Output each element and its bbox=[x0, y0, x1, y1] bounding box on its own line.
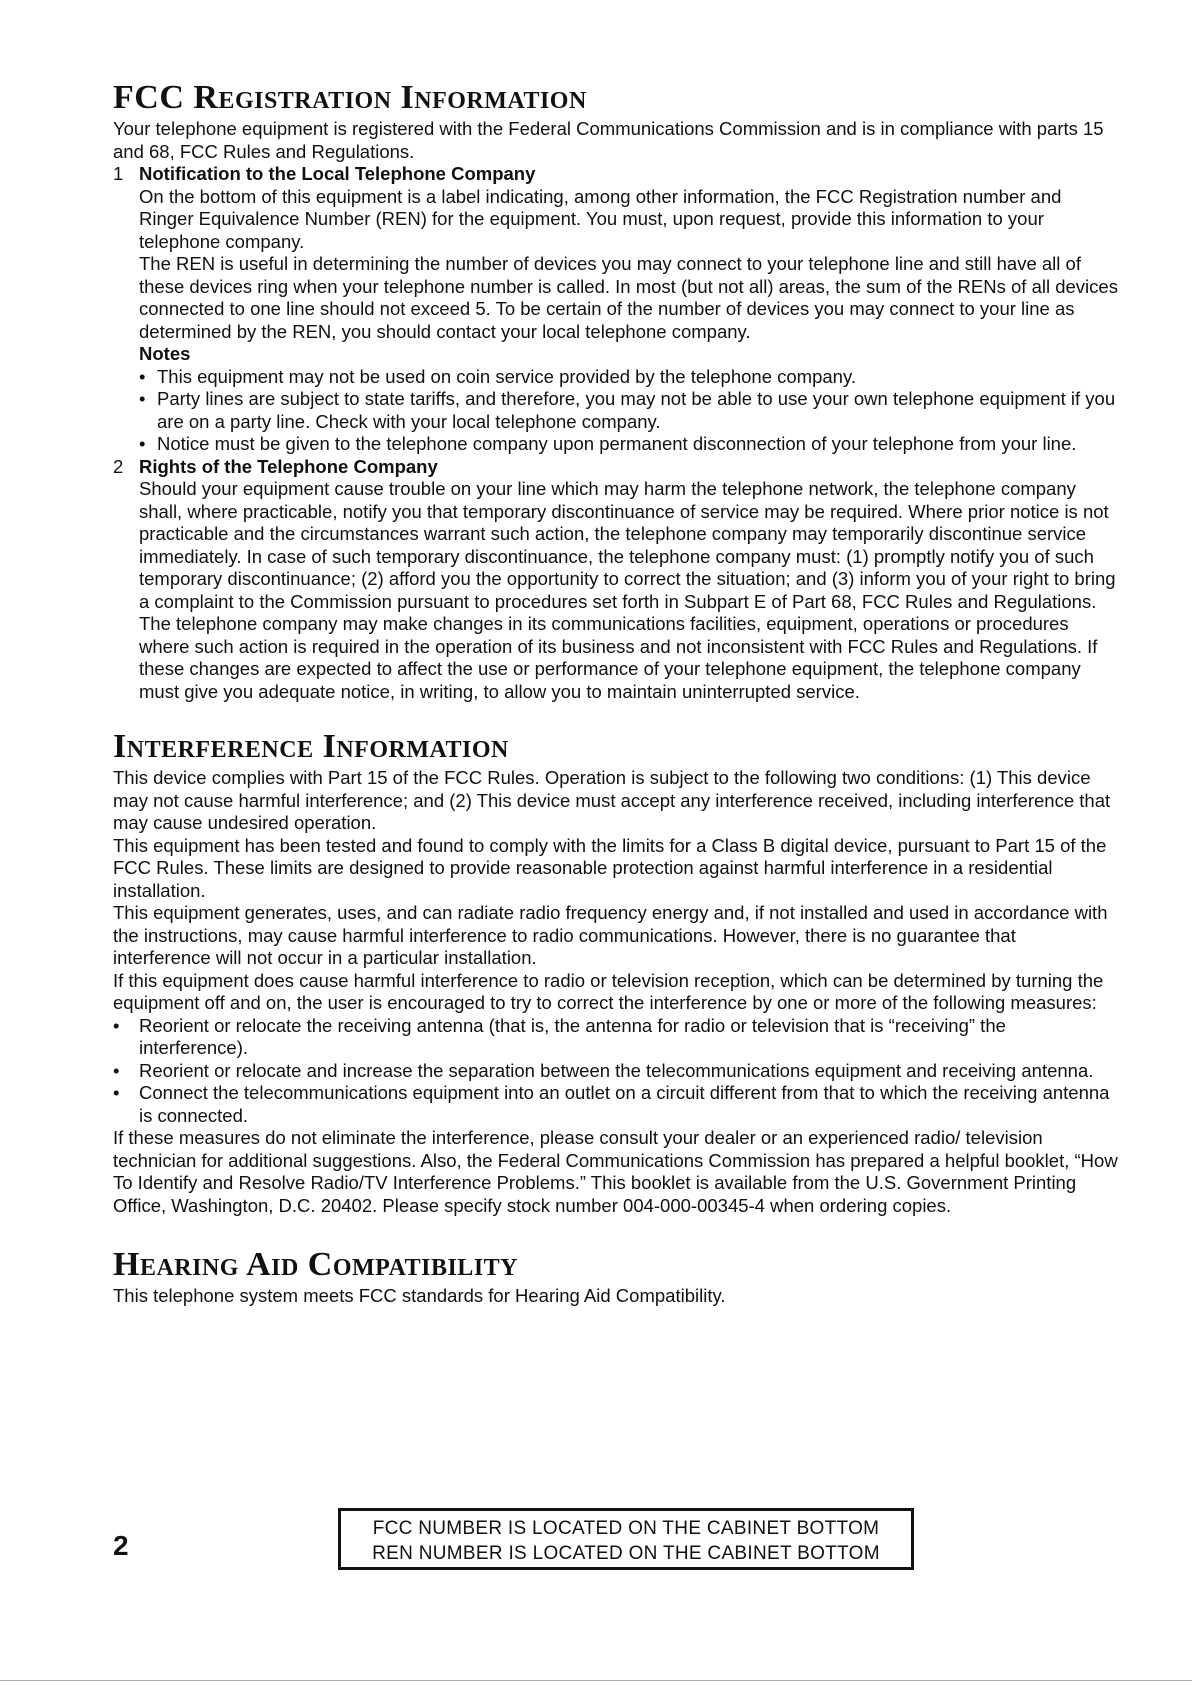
list-item-text: Party lines are subject to state tariffs, and therefore, you may not be able to use your own telephone equipment if you are on a party line. Check with your local telephone company. bbox=[157, 388, 1116, 432]
fcc-label-line: FCC NUMBER IS LOCATED ON THE CABINET BOTTOM bbox=[372, 1518, 880, 1539]
document-page bbox=[113, 78, 1118, 1308]
list-item-text: Connect the telecommunications equipment into an outlet on a circuit different from that to which the receiving antenna is connected. bbox=[139, 1082, 1110, 1126]
interference-paragraph: This device complies with Part 15 of the FCC Rules. Operation is subject to the following two conditions: (1) This device may not cause harmful interference; and (2) This device must accept any interference received, including interference that may cause undesired operation. bbox=[113, 767, 1111, 833]
list-item-text: Notice must be given to the telephone company upon permanent disconnection of your telephone from your line. bbox=[157, 433, 1077, 454]
item-paragraph: On the bottom of this equipment is a label indicating, among other information, the FCC Registration number and Ringer Equivalence Number (REN) for the equipment. You must, upon request, provide this information to your telephone company. bbox=[139, 185, 1062, 252]
fcc-label-box bbox=[338, 1508, 914, 1570]
list-item bbox=[139, 433, 1118, 456]
bullet-icon: • bbox=[139, 388, 146, 409]
list-item bbox=[113, 1082, 1118, 1127]
bullet-icon: • bbox=[139, 433, 146, 454]
list-item bbox=[113, 1015, 1118, 1060]
list-item bbox=[139, 366, 1118, 389]
section-title-hac: Hearing Aid Compatibility bbox=[113, 1246, 518, 1283]
notes-title: Notes bbox=[139, 343, 191, 364]
item-number: 1 bbox=[113, 163, 124, 184]
bullet-icon: • bbox=[113, 1082, 120, 1103]
notes-list bbox=[139, 366, 1118, 456]
item-paragraph: The telephone company may make changes in its communications facilities, equipment, operations or procedures where such action is required in the operation of its business and not inconsistent with FCC Rules and Regulations. If these changes are expected to affect the use or performance of your telephone equipment, the telephone company must give you adequate notice, in writing, to allow you to maintain uninterrupted service. bbox=[139, 613, 1098, 702]
item-number: 2 bbox=[113, 455, 124, 477]
list-item bbox=[139, 388, 1118, 433]
interference-paragraph: This equipment generates, uses, and can radiate radio frequency energy and, if not installed and used in accordance with the instructions, may cause harmful interference to radio communications. However, there is no guarantee that interference will not occur in a particular installation. bbox=[113, 902, 1108, 968]
interference-paragraph: This equipment has been tested and found to comply with the limits for a Class B digital device, pursuant to Part 15 of the FCC Rules. These limits are designed to provide reasonable protection against harmful interference in a residential installation. bbox=[113, 834, 1107, 901]
list-item bbox=[113, 1060, 1118, 1083]
item-paragraph: The REN is useful in determining the number of devices you may connect to your telephone line and still have all of these devices ring when your telephone number is called. In most (but not all) areas, the sum of the RENs of all devices connected to one line should not exceed 5. To be certain of the number of devices you may connect to your line as determined by the REN, you should contact your local telephone company. bbox=[139, 253, 1118, 342]
hac-paragraph: This telephone system meets FCC standards for Hearing Aid Compatibility. bbox=[113, 1285, 726, 1306]
page-number: 2 bbox=[113, 1530, 129, 1561]
interference-paragraph: If these measures do not eliminate the interference, please consult your dealer or an experienced radio/ television technician for additional suggestions. Also, the Federal Communications Commission has prepared a helpful booklet, “How To Identify and Resolve Radio/TV Interference Problems.” This booklet is available from the U.S. Government Printing Office, Washington, D.C. 20402. Please specify stock number 004-000-00345-4 when ordering copies. bbox=[113, 1127, 1118, 1216]
list-item-text: Reorient or relocate the receiving antenna (that is, the antenna for radio or television that is “receiving” the interference). bbox=[139, 1014, 1006, 1058]
item-title: Notification to the Local Telephone Company bbox=[139, 163, 536, 184]
bullet-icon: • bbox=[139, 365, 146, 387]
section-title-interference: Interference Information bbox=[113, 728, 509, 765]
bullet-icon: • bbox=[113, 1059, 120, 1081]
list-item-text: This equipment may not be used on coin service provided by the telephone company. bbox=[157, 365, 856, 387]
numbered-item-1 bbox=[113, 163, 1118, 456]
interference-paragraph: If this equipment does cause harmful interference to radio or television reception, which can be determined by turning the equipment off and on, the user is encouraged to try to correct the interference by one or more of the following measures: bbox=[113, 969, 1104, 1013]
ren-label-line: REN NUMBER IS LOCATED ON THE CABINET BOTTOM bbox=[372, 1543, 880, 1564]
bottom-divider bbox=[0, 1680, 1192, 1681]
bullet-icon: • bbox=[113, 1014, 120, 1036]
item-paragraph: Should your equipment cause trouble on your line which may harm the telephone network, the telephone company shall, where practicable, notify you that temporary discontinuance of service may be required. Where prior notice is not practicable and the circumstances warrant such action, the telephone company may temporarily discontinue service immediately. In case of such temporary discontinuance, the telephone company must: (1) promptly notify you of such temporary discontinuance; (2) afford you the opportunity to correct the situation; and (3) inform you of your right to bring a complaint to the Commission pursuant to procedures set forth in Subpart E of Part 68, FCC Rules and Regulations. bbox=[139, 478, 1116, 612]
list-item-text: Reorient or relocate and increase the separation between the telecommunications equipment and receiving antenna. bbox=[139, 1059, 1094, 1081]
measures-list bbox=[113, 1015, 1118, 1128]
section-title-fcc: FCC Registration Information bbox=[113, 79, 587, 116]
numbered-item-2 bbox=[113, 456, 1118, 704]
item-title: Rights of the Telephone Company bbox=[139, 455, 438, 477]
fcc-intro: Your telephone equipment is registered with the Federal Communications Commission and is in compliance with parts 15 and 68, FCC Rules and Regulations. bbox=[113, 118, 1104, 162]
